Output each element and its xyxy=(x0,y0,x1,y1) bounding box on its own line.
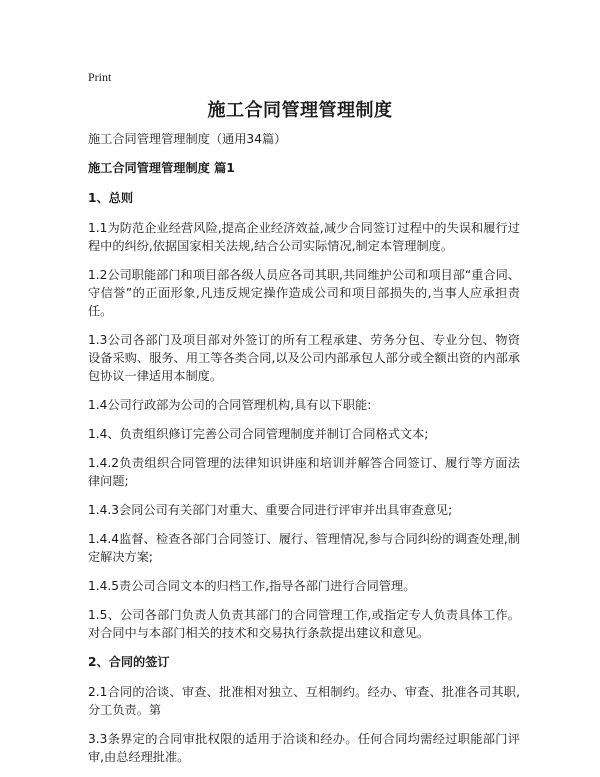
part-heading: 施工合同管理管理制度 篇1 xyxy=(88,161,235,175)
document-subtitle: 施工合同管理管理制度（通用34篇） xyxy=(88,132,287,146)
paragraph-1-3: 1.3公司各部门及项目部对外签订的所有工程承建、劳务分包、专业分包、物资设备采购、服务、用工等各类合同,以及公司内部承包人部分或全额出资的内部承包协议一律适用本制度。 xyxy=(88,333,520,383)
paragraph-1-1: 1.1为防范企业经营风险,提高企业经济效益,减少合同签订过程中的失误和履行过程中的纠纷,依据国家相关法规,结合公司实际情况,制定本管理制度。 xyxy=(88,221,520,253)
document-title: 施工合同管理管理制度 xyxy=(207,100,393,121)
paragraph-1-4-3: 1.4.3会同公司有关部门对重大、重要合同进行评审并出具审查意见; xyxy=(88,503,453,517)
paragraph-1-4-5: 1.4.5责公司合同文本的归档工作,指导各部门进行合同管理。 xyxy=(88,579,416,593)
paragraph-1-4-2: 1.4.2负责组织合同管理的法律知识讲座和培训并解答合同签订、履行等方面法律问题; xyxy=(88,456,520,488)
paragraph-1-2: 1.2公司职能部门和项目部各级人员应各司其职,共同维护公司和项目部“重合同、守信誉”的正面形象,凡违反规定操作造成公司和项目部损失的,当事人应承担责任。 xyxy=(88,268,520,318)
print-label: Print xyxy=(88,70,112,84)
section-heading-contract-signing: 2、合同的签订 xyxy=(88,655,170,669)
paragraph-3-3: 3.3条界定的合同审批权限的适用于洽谈和经办。任何合同均需经过职能部门评审,由总经理批准。 xyxy=(88,732,520,764)
section-heading-general: 1、总则 xyxy=(88,191,134,205)
paragraph-1-4-4: 1.4.4监督、检查各部门合同签订、履行、管理情况,参与合同纠纷的调查处理,制定解决方案; xyxy=(88,532,520,564)
document-body xyxy=(88,130,520,777)
paragraph-1-5: 1.5、公司各部门负责人负责其部门的合同管理工作,或指定专人负责具体工作。对合同中与本部门相关的技术和交易执行条款提出建议和意见。 xyxy=(88,608,520,640)
paragraph-1-4-1: 1.4、负责组织修订完善公司合同管理制度并制订合同格式文本; xyxy=(88,427,429,441)
paragraph-1-4: 1.4公司行政部为公司的合同管理机构,具有以下职能: xyxy=(88,398,372,412)
paragraph-2-1: 2.1合同的洽谈、审查、批准相对独立、互相制约。经办、审查、批准各司其职,分工负责。第 xyxy=(88,685,520,717)
